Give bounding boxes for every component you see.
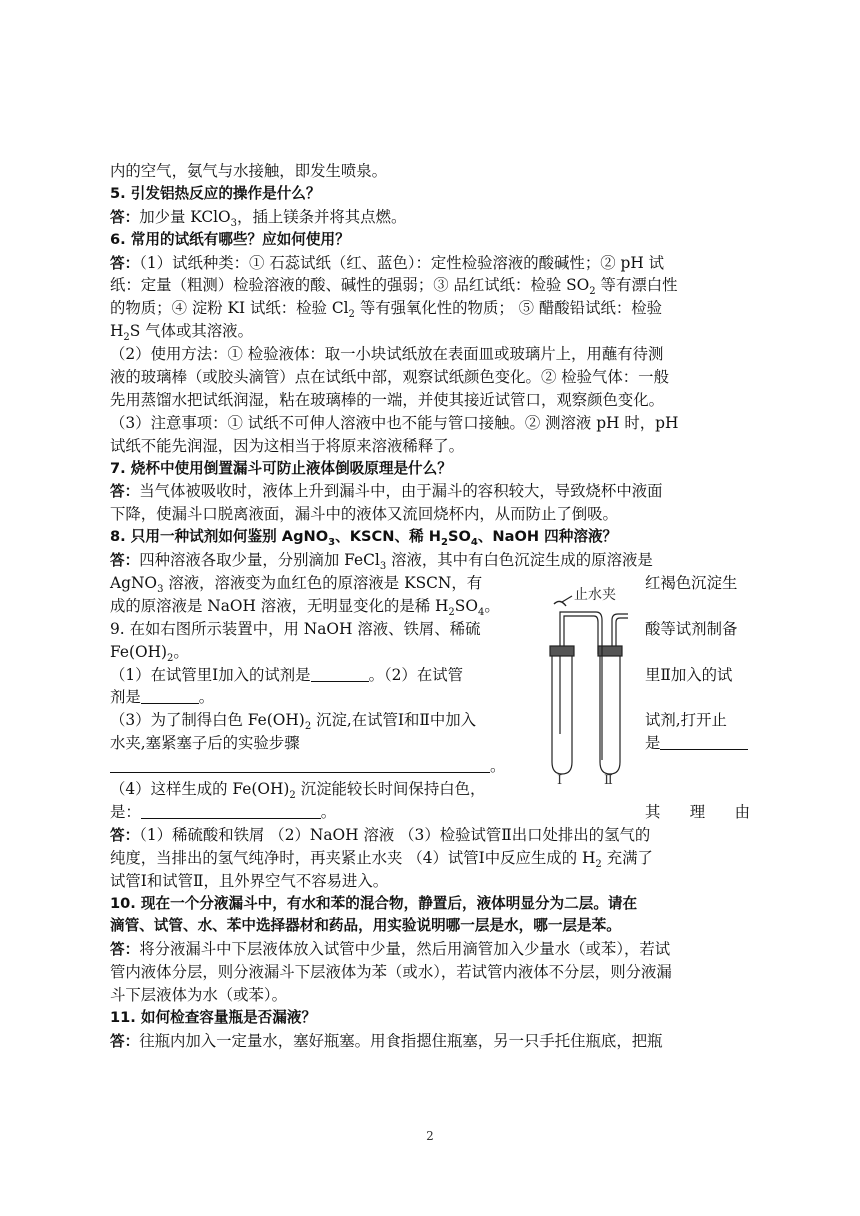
answer-8-line: 成的原溶液是 NaOH 溶液，无明显变化的是稀 $H_2SO_4$。	[110, 596, 500, 618]
answer-6-line: 先用蒸馏水把试纸润湿，粘在玻璃棒的一端，并使其接近试管口，观察颜色变化。	[110, 390, 665, 409]
question-6: 6. 常用的试纸有哪些？应如何使用？	[110, 230, 350, 248]
answer-6-line: 纸：定量（粗测）检验溶液的酸、碱性的强弱；③ 品红试纸：检验 $SO_2$ 等有漂白性	[110, 276, 678, 298]
answer-10-line: 答：将分液漏斗中下层液体放入试管中少量，然后用滴管加入少量水（或苯），若试	[110, 940, 671, 959]
clamp	[554, 601, 566, 606]
text-line: 内的空气，氨气与水接触，即发生喷泉。	[110, 162, 388, 180]
question-8: 8. 只用一种试剂如何鉴别 AgNO$_3$、KSCN、稀 $H_2SO_4$、NaOH 四种溶液？	[110, 528, 618, 549]
tube-1-label: Ⅰ	[557, 773, 563, 788]
tube-2-label: Ⅱ	[604, 773, 613, 788]
answer-10-line: 管内液体分层，则分液漏斗下层液体为苯（或水），若试管内液体不分层，则分液漏	[110, 963, 672, 982]
test-tube-1	[552, 654, 572, 774]
page-number: 2	[426, 1129, 434, 1143]
question-9-line: （1）在试管里Ⅰ加入的试剂是 。（2）在试管 里Ⅱ加入的试	[110, 665, 733, 684]
clamp-pointer	[562, 596, 572, 602]
answer-6-line: 液的玻璃棒（或胶头滴管）点在试纸中部，观察试纸颜色变化。② 检验气体：一般	[110, 368, 669, 387]
answer-6-line: 试纸不能先润湿，因为这相当于将原来溶液稀释了。	[110, 436, 464, 455]
answer-11-line: 答：往瓶内加入一定量水，塞好瓶塞。用食指摁住瓶塞，另一只手托住瓶底，把瓶	[110, 1031, 663, 1050]
answer-6-line: 答：（1）试纸种类：① 石蕊试纸（红、蓝色）：定性检验溶液的酸碱性；② pH 试	[110, 253, 665, 272]
answer-9-line: 答：（1）稀硫酸和铁屑 （2）NaOH 溶液 （3）检验试管Ⅱ出口处排出的氢气的	[110, 825, 651, 844]
question-10-line: 滴管、试管、水、苯中选择器材和药品，用实验说明哪一层是水，哪一层是苯。	[110, 917, 621, 935]
question-7: 7. 烧杯中使用倒置漏斗可防止液体倒吸原理是什么？	[110, 459, 452, 477]
answer-9-line: 纯度，当排出的氢气纯净时，再夹紧止水夹 （4）试管Ⅰ中反应生成的 $H_2$ 充满了	[110, 848, 653, 870]
answer-blank[interactable]	[110, 756, 490, 773]
stopper-1	[550, 646, 574, 656]
question-9-line: $Fe(OH)_2$。	[110, 642, 189, 664]
answer-5: 答：加少量 KClO$_3$，插上镁条并将其点燃。	[110, 207, 407, 229]
answer-blank[interactable]	[141, 687, 199, 704]
outlet-tube-inner	[616, 618, 628, 646]
answer-8-line: AgNO$_3$ 溶液，溶液变为血红色的原溶液是 KSCN，有 红褐色沉淀生	[110, 574, 738, 596]
answer-6-line: $H_2S$ 气体或其溶液。	[110, 322, 253, 344]
question-9-line: 9. 在如右图所示装置中，用 NaOH 溶液、铁屑、稀硫 酸等试剂制备	[110, 619, 738, 638]
answer-8-line: 答：四种溶液各取少量，分别滴加 FeCl$_3$ 溶液，其中有白色沉淀生成的原溶液是	[110, 551, 653, 573]
answer-10-line: 斗下层液体为水（或苯）。	[110, 986, 287, 1005]
connecting-tube	[560, 612, 602, 760]
answer-6-line: 的物质；④ 淀粉 KI 试纸：检验 $Cl_2$ 等有强氧化性的物质； ⑤ 醋酸铅试纸：检验	[110, 299, 663, 321]
answer-blank[interactable]	[311, 665, 369, 682]
question-9-line: 是： 。	[110, 802, 337, 821]
answer-6-line: （3）注意事项：① 试纸不可伸人溶液中也不能与管口接触。② 测溶液 pH 时，pH	[110, 413, 679, 432]
outlet-tube	[612, 614, 628, 646]
answer-7-line: 答：当气体被吸收时，液体上升到漏斗中，由于漏斗的容积较大，导致烧杯中液面	[110, 482, 663, 501]
question-10-line: 10. 现在一个分液漏斗中，有水和苯的混合物，静置后，液体明显分为二层。请在	[110, 894, 638, 912]
question-9-line: 水夹,塞紧塞子后的实验步骤 是	[110, 732, 750, 755]
question-9-line: （4）这样生成的 $Fe(OH)_2$ 沉淀能较长时间保持白色， 其 理 由	[110, 780, 750, 821]
test-tube-2	[600, 654, 620, 774]
question-9-line: 。	[110, 755, 750, 778]
question-9-line: 剂是 。	[110, 688, 215, 707]
answer-blank[interactable]	[141, 802, 321, 819]
answer-6-line: （2）使用方法：① 检验液体：取一小块试纸放在表面皿或玻璃片上，用蘸有待测	[110, 345, 664, 364]
answer-blank[interactable]	[660, 733, 748, 750]
apparatus-figure	[540, 584, 632, 788]
question-5: 5. 引发铝热反应的操作是什么？	[110, 184, 321, 202]
clamp-label: 止水夹	[574, 587, 616, 603]
document-page	[110, 160, 750, 1053]
answer-7-line: 下降，使漏斗口脱离液面，漏斗中的液体又流回烧杯内，从而防止了倒吸。	[110, 505, 618, 524]
question-11: 11. 如何检查容量瓶是否漏液？	[110, 1008, 317, 1026]
answer-9-line: 试管Ⅰ和试管Ⅱ，且外界空气不容易进入。	[110, 871, 389, 890]
question-9-line: （3）为了制得白色 $Fe(OH)_2$ 沉淀,在试管Ⅰ和Ⅱ中加入 试剂,打开止	[110, 711, 727, 733]
